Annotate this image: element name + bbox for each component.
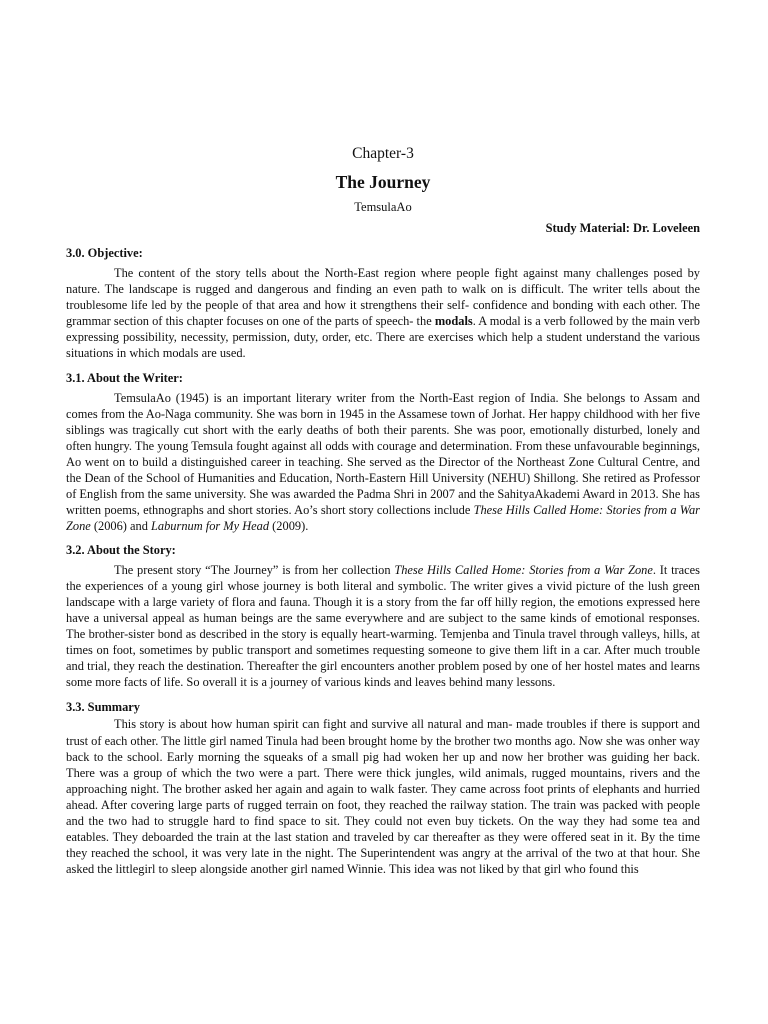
summary-text: This story is about how human spirit can fight and survive all natural and man- made troubles if there is support and trust of each other. The little girl named Tinula had been brought home by the brother two months ago. Now she was onher way back to the school. Early morning the squeaks of a small pig had woken her up and now her brother was guiding her back. There was a group of which the two were a part. There were thick jungles, wild animals, rugged mountains, rivers and the approaching night. The brother asked her again and again to walk faster. They came across foot prints of elephants and hurried ahead. After covering large parts of rugged terrain on foot, they reached the railway station. The train was packed with people and the two had to struggle hard to find space to sit. They could not even buy tickets. On the way they had some tea and eatables. They deboarded the train at the last station and traveled by car thereafter as they were offered seat in it. By the time they reached the school, it was very late in the night. The Superintendent was angry at the arrival of the two at that hour. She asked the littlegirl to sleep alongside another girl named Winnie. This idea was not liked by that girl who found this xyxy=(66,717,700,876)
section-heading-story: 3.2. About the Story: xyxy=(66,542,176,557)
writer-book-title-2: Laburnum for My Head xyxy=(151,518,270,533)
document-page xyxy=(66,146,700,877)
chapter-title: The Journey xyxy=(335,172,431,193)
section-heading-summary: 3.3. Summary xyxy=(66,700,140,715)
summary-paragraph xyxy=(66,716,700,876)
chapter-number: Chapter-3 xyxy=(352,145,414,162)
story-text-2: . It traces the experiences of a young girl whose journey is both literal and symbolic. The writer gives a vivid picture of the lush green landscape with a large variety of flora and fauna. Though it is a story from the far off hilly region, the emotions expressed here have a universal appeal as human beings are the same everywhere and are subject to the same kinds of emotional responses. The brother-sister bond as described in the story is equally heart-warming. Temjenba and Tinula travel through valleys, hills, at times on foot, sometimes by public transport and sometimes requesting someone to give them lift in a car. After much trouble and trial, they reach the destination. Thereafter the girl encounters another problem posed by one of her hostel mates and learns some more facts of life. So overall it is a journey of various kinds and leaves behind many lessons. xyxy=(66,563,700,690)
writer-text-3: (2009). xyxy=(269,518,309,533)
objective-text-1: The content of the story tells about the North-East region where people fight against many challenges posed by nature. The landscape is rugged and dangerous and finding an even path to walk on is difficult. The writer tells about the troublesome life led by the people of that area and how it strengthens their self- confidence and bonding with each other. The grammar section of this chapter focuses on one of the parts of speech- the xyxy=(66,266,700,329)
objective-bold-term: modals xyxy=(434,314,473,329)
story-text-1: The present story “The Journey” is from her collection xyxy=(114,563,395,578)
writer-text-1: TemsulaAo (1945) is an important literary writer from the North-East region of India. She belongs to Assam and comes from the Ao-Naga community. She was born in 1945 in the Assamese town of Jorhat. Her happy childhood with her five siblings was tragically cut short with the early deaths of both their parents. She was poor, emotionally disturbed, lonely and often hungry. The young Temsula fought against all odds with courage and determination. From these unfavourable beginnings, Ao went on to build a distinguished career in teaching. She served as the Director of the Northeast Zone Cultural Centre, and the Dean of the School of Humanities and Education, North-Eastern Hill University (NEHU) Shillong. She retired as Professor of English from the same university. She was awarded the Padma Shri in 2007 and the SahityaAkademi Award in 2013. She has written poems, ethnographs and short stories. Ao’s short story collections include xyxy=(66,390,700,517)
section-heading-objective: 3.0. Objective: xyxy=(66,246,143,261)
author-name: TemsulaAo xyxy=(354,200,412,215)
writer-book-title-1: These Hills Called Home: Stories from a War Zone xyxy=(66,502,700,533)
section-heading-writer: 3.1. About the Writer: xyxy=(66,370,183,385)
story-paragraph xyxy=(66,562,700,690)
writer-text-2: (2006) and xyxy=(90,518,152,533)
study-material-credit: Study Material: Dr. Loveleen xyxy=(545,221,700,236)
story-book-title: These Hills Called Home: Stories from a War Zone xyxy=(394,563,653,578)
objective-text-2: . A modal is a verb followed by the main verb expressing possibility, necessity, permission, duty, order, etc. There are exercises which help a student understand the various situations in which modals are used. xyxy=(66,314,700,361)
writer-paragraph xyxy=(66,390,700,534)
objective-paragraph xyxy=(66,265,700,361)
